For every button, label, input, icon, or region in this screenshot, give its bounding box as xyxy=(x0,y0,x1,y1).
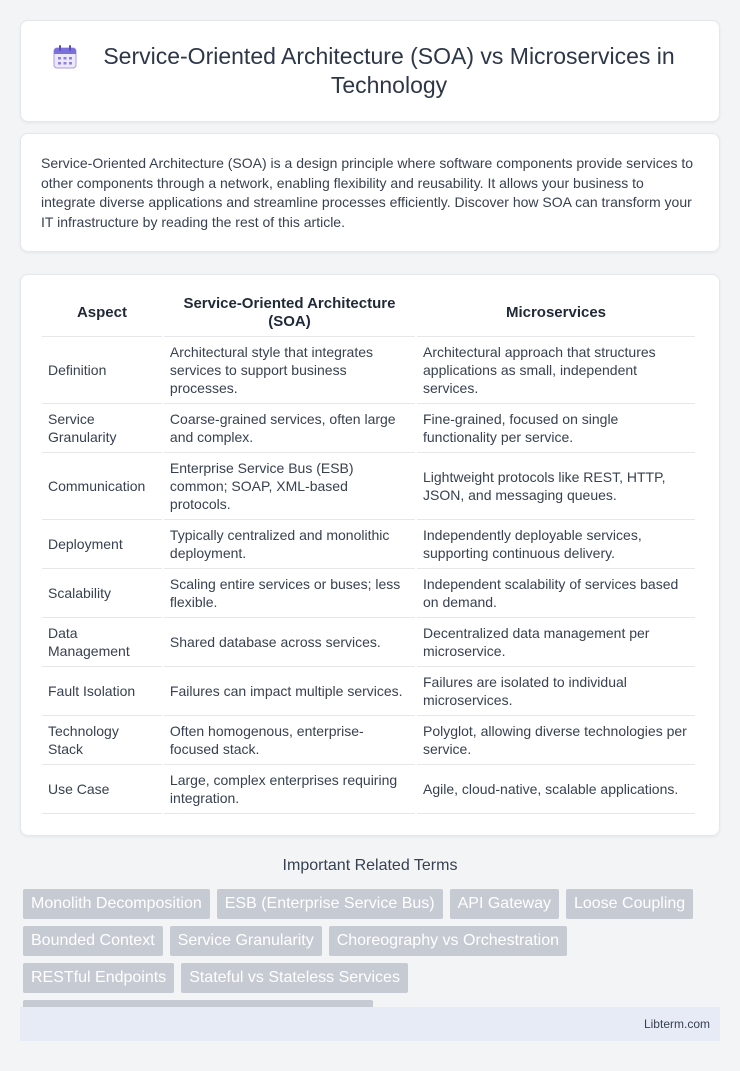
header-card xyxy=(20,20,720,122)
cell-soa: Large, complex enterprises requiring integration. xyxy=(164,765,415,814)
cell-soa: Scaling entire services or buses; less flexible. xyxy=(164,569,415,618)
calendar-icon xyxy=(51,43,79,71)
related-term-tag[interactable]: Monolith Decomposition xyxy=(23,889,210,919)
cell-aspect: Communication xyxy=(42,453,162,520)
cell-microservices: Independent scalability of services based on demand. xyxy=(417,569,695,618)
footer xyxy=(20,1007,720,1041)
table-row xyxy=(42,765,695,814)
table-row xyxy=(42,404,695,453)
table-header-row xyxy=(42,289,695,337)
cell-microservices: Independently deployable services, supporting continuous delivery. xyxy=(417,520,695,569)
related-term-tag[interactable]: Service Granularity xyxy=(170,926,322,956)
related-term-tag[interactable]: Choreography vs Orchestration xyxy=(329,926,567,956)
header-soa: Service-Oriented Architecture (SOA) xyxy=(164,289,415,337)
table-row xyxy=(42,618,695,667)
cell-aspect: Data Management xyxy=(42,618,162,667)
intro-card xyxy=(20,133,720,252)
cell-microservices: Decentralized data management per microservice. xyxy=(417,618,695,667)
comparison-table xyxy=(40,289,697,814)
cell-soa: Often homogenous, enterprise-focused stack. xyxy=(164,716,415,765)
related-term-tag[interactable]: Loose Coupling xyxy=(566,889,693,919)
cell-aspect: Fault Isolation xyxy=(42,667,162,716)
cell-microservices: Fine-grained, focused on single functionality per service. xyxy=(417,404,695,453)
table-row xyxy=(42,453,695,520)
cell-soa: Failures can impact multiple services. xyxy=(164,667,415,716)
related-term-tag[interactable]: RESTful Endpoints xyxy=(23,963,174,993)
cell-soa: Architectural style that integrates services to support business processes. xyxy=(164,337,415,404)
cell-soa: Enterprise Service Bus (ESB) common; SOAP, XML-based protocols. xyxy=(164,453,415,520)
related-term-tag[interactable]: ESB (Enterprise Service Bus) xyxy=(217,889,443,919)
cell-soa: Shared database across services. xyxy=(164,618,415,667)
cell-aspect: Definition xyxy=(42,337,162,404)
cell-microservices: Lightweight protocols like REST, HTTP, JSON, and messaging queues. xyxy=(417,453,695,520)
cell-microservices: Polyglot, allowing diverse technologies per service. xyxy=(417,716,695,765)
header-aspect: Aspect xyxy=(42,289,162,337)
cell-microservices: Agile, cloud-native, scalable applications. xyxy=(417,765,695,814)
cell-aspect: Deployment xyxy=(42,520,162,569)
table-row xyxy=(42,569,695,618)
cell-microservices: Architectural approach that structures applications as small, independent services. xyxy=(417,337,695,404)
cell-soa: Coarse-grained services, often large and complex. xyxy=(164,404,415,453)
table-row xyxy=(42,520,695,569)
cell-aspect: Scalability xyxy=(42,569,162,618)
related-term-tag[interactable]: Bounded Context xyxy=(23,926,163,956)
footer-site-link[interactable]: Libterm.com xyxy=(643,1017,710,1031)
table-row xyxy=(42,716,695,765)
cell-aspect: Technology Stack xyxy=(42,716,162,765)
related-terms-title: Important Related Terms xyxy=(282,857,458,874)
cell-aspect: Service Granularity xyxy=(42,404,162,453)
page-title: Service-Oriented Architecture (SOA) vs Microservices in Technology xyxy=(103,43,675,98)
header-microservices: Microservices xyxy=(417,289,695,337)
table-row xyxy=(42,337,695,404)
intro-paragraph: Service-Oriented Architecture (SOA) is a design principle where software components provide services to other components through a network, enabling flexibility and reusability. It allows your business to integrate diverse applications and streamline processes efficiently. Discover how SOA can transform your IT infrastructure by reading the rest of this article. xyxy=(41,155,694,230)
table-row xyxy=(42,667,695,716)
cell-soa: Typically centralized and monolithic deployment. xyxy=(164,520,415,569)
related-term-tag[interactable]: API Gateway xyxy=(450,889,559,919)
cell-microservices: Failures are isolated to individual microservices. xyxy=(417,667,695,716)
related-term-tag[interactable]: Stateful vs Stateless Services xyxy=(181,963,408,993)
cell-aspect: Use Case xyxy=(42,765,162,814)
comparison-table-card xyxy=(20,274,720,836)
